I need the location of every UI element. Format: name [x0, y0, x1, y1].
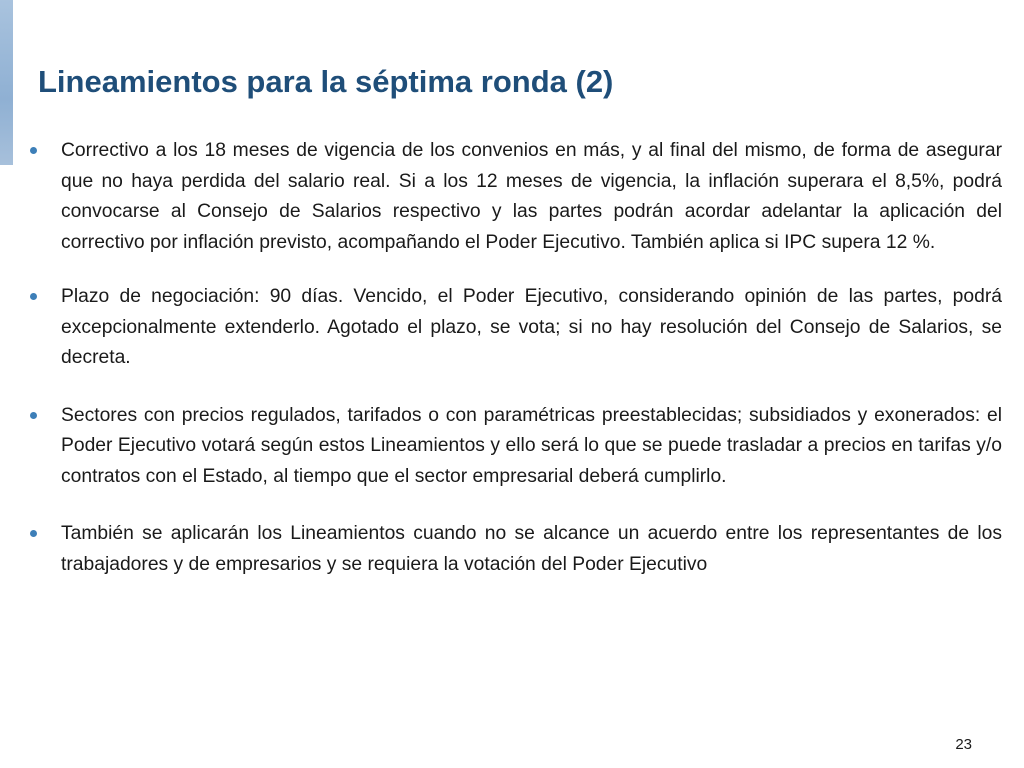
bullet-text: Plazo de negociación: 90 días. Vencido, el Poder Ejecutivo, considerando opinión de las partes, podrá excepcionalmente extenderlo. Agotado el plazo, se vota; si no hay resolución del Consejo de Salarios, se decreta.: [61, 286, 1002, 368]
bullet-dot-icon: [30, 147, 37, 154]
bullet-list: [30, 136, 1002, 604]
bullet-dot-icon: [30, 293, 37, 300]
bullet-dot-icon: [30, 530, 37, 537]
bullet-item-correctivo: [30, 136, 1002, 258]
slide-accent-bar: [0, 0, 13, 165]
bullet-item-sectores: [30, 401, 1002, 493]
page-number: 23: [955, 736, 972, 753]
bullet-text: Correctivo a los 18 meses de vigencia de los convenios en más, y al final del mismo, de forma de asegurar que no haya perdida del salario real. Si a los 12 meses de vigencia, la inflación superara el 8,5%, podrá convocarse al Consejo de Salarios respectivo y las partes podrán acordar adelantar la aplicación del correctivo por inflación previsto, acompañando el Poder Ejecutivo. También aplica si IPC supera 12 %.: [61, 140, 1002, 253]
bullet-text: También se aplicarán los Lineamientos cuando no se alcance un acuerdo entre los representantes de los trabajadores y de empresarios y se requiera la votación del Poder Ejecutivo: [61, 523, 1002, 575]
bullet-text: Sectores con precios regulados, tarifados o con paramétricas preestablecidas; subsidiados y exonerados: el Poder Ejecutivo votará según estos Lineamientos y ello será lo que se puede trasladar a precios en tarifas y/o contratos con el Estado, al tiempo que el sector empresarial deberá cumplirlo.: [61, 404, 1002, 487]
slide-title: Lineamientos para la séptima ronda (2): [38, 64, 614, 99]
bullet-item-plazo: [30, 282, 1002, 374]
bullet-item-tambien: [30, 519, 1002, 580]
bullet-dot-icon: [30, 412, 37, 419]
